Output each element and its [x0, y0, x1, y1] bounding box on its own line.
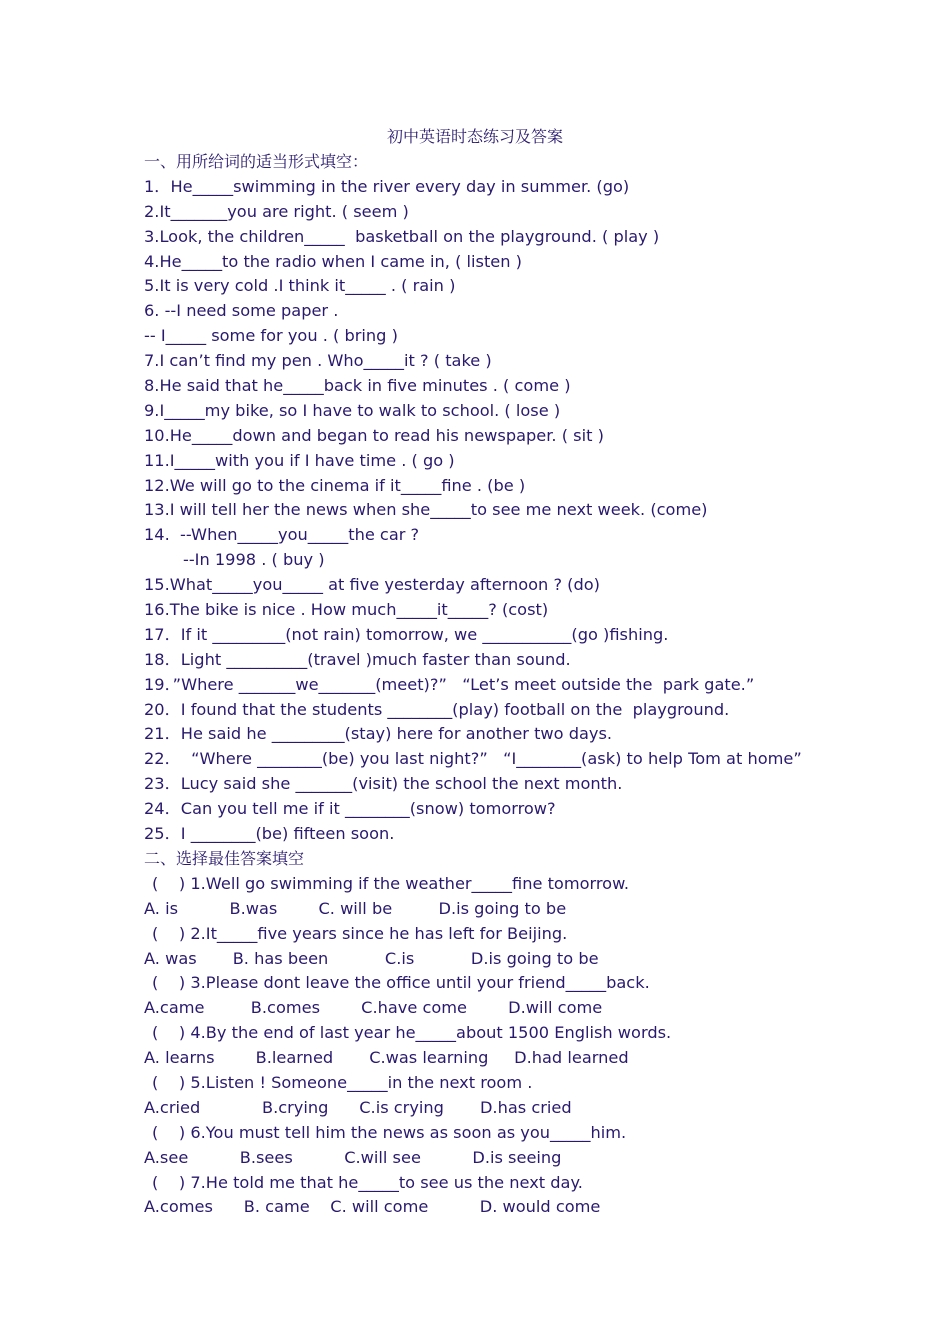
choice-options: A.came B.comes C.have come D.will come	[144, 998, 603, 1018]
question-line: 16.The bike is nice . How much_____it_____? (cost)	[144, 600, 549, 620]
question-line: 18．Light __________(travel )much faster than sound.	[144, 649, 571, 669]
question-line: 15.What_____you_____ at five yesterday afternoon ? (do)	[144, 575, 600, 595]
choice-question: ( ) 7.He told me that he_____to see us the next day.	[152, 1172, 583, 1192]
question-line: 21．He said he _________(stay) here for another two days.	[144, 724, 613, 744]
choice-question: ( ) 3.Please dont leave the office until your friend_____back.	[152, 973, 650, 993]
section-heading-multiple-choice: 二、选择最佳答案填空	[144, 848, 305, 868]
question-line: 8.He said that he_____back in five minutes . ( come )	[144, 376, 571, 396]
question-line: 19．”Where _______we_______(meet)?” “Let’s meet outside the park gate.”	[144, 674, 755, 694]
choice-options: A. learns B.learned C.was learning D.had learned	[144, 1048, 629, 1068]
exercise-body	[144, 150, 904, 1220]
question-line: 14. --When_____you_____the car ?	[144, 525, 420, 545]
question-line: 17．If it _________(not rain) tomorrow, we ___________(go )fishing.	[144, 624, 669, 644]
question-line: 25．I ________(be) fifteen soon.	[144, 824, 395, 844]
question-line: 20．I found that the students ________(play) football on the playground.	[144, 699, 730, 719]
question-line: 13.I will tell her the news when she_____to see me next week. (come)	[144, 500, 708, 520]
choice-options: A.cried B.crying C.is crying D.has cried	[144, 1097, 572, 1117]
choice-question: ( ) 4.By the end of last year he_____about 1500 English words.	[152, 1023, 672, 1043]
choice-question: ( ) 2.It_____five years since he has left for Beijing.	[152, 923, 568, 943]
choice-question: ( ) 5.Listen ! Someone_____in the next room .	[152, 1072, 533, 1092]
question-line: 2.It_______you are right. ( seem )	[144, 201, 409, 221]
question-line: 3.Look, the children_____ basketball on the playground. ( play )	[144, 226, 660, 246]
question-line: 22． “Where ________(be) you last night?” “I________(ask) to help Tom at home”	[144, 749, 802, 769]
question-line: 9.I_____my bike, so I have to walk to school. ( lose )	[144, 400, 561, 420]
question-line: 1．He_____swimming in the river every day in summer. (go)	[144, 176, 630, 196]
question-line: 4.He_____to the radio when I came in, ( listen )	[144, 251, 522, 271]
question-line: 6. --I need some paper .	[144, 301, 339, 321]
question-line: 5.It is very cold .I think it_____ . ( rain )	[144, 276, 456, 296]
question-line: 12.We will go to the cinema if it_____fine . (be )	[144, 475, 526, 495]
choice-options: A.see B.sees C.will see D.is seeing	[144, 1147, 562, 1167]
question-line: 24．Can you tell me if it ________(snow) tomorrow?	[144, 799, 556, 819]
question-line: 7.I can’t find my pen . Who_____it ? ( take )	[144, 351, 492, 371]
choice-options: A. was B. has been C.is D.is going to be	[144, 948, 599, 968]
choice-options: A. is B.was C. will be D.is going to be	[144, 898, 567, 918]
question-line: 10.He_____down and began to read his newspaper. ( sit )	[144, 425, 604, 445]
page-title: 初中英语时态练习及答案	[386, 127, 563, 146]
question-line: 11.I_____with you if I have time . ( go )	[144, 450, 455, 470]
choice-options: A.comes B. came C. will come D. would come	[144, 1197, 601, 1217]
choice-question: ( ) 1.Well go swimming if the weather_____fine tomorrow.	[152, 873, 629, 893]
question-line: -- I_____ some for you . ( bring )	[144, 326, 398, 346]
question-line: --In 1998 . ( buy )	[183, 550, 325, 570]
section-heading-fill-in: 一、用所给词的适当形式填空：	[144, 152, 369, 171]
choice-question: ( ) 6.You must tell him the news as soon as you_____him.	[152, 1122, 627, 1142]
question-line: 23．Lucy said she _______(visit) the school the next month.	[144, 774, 623, 794]
